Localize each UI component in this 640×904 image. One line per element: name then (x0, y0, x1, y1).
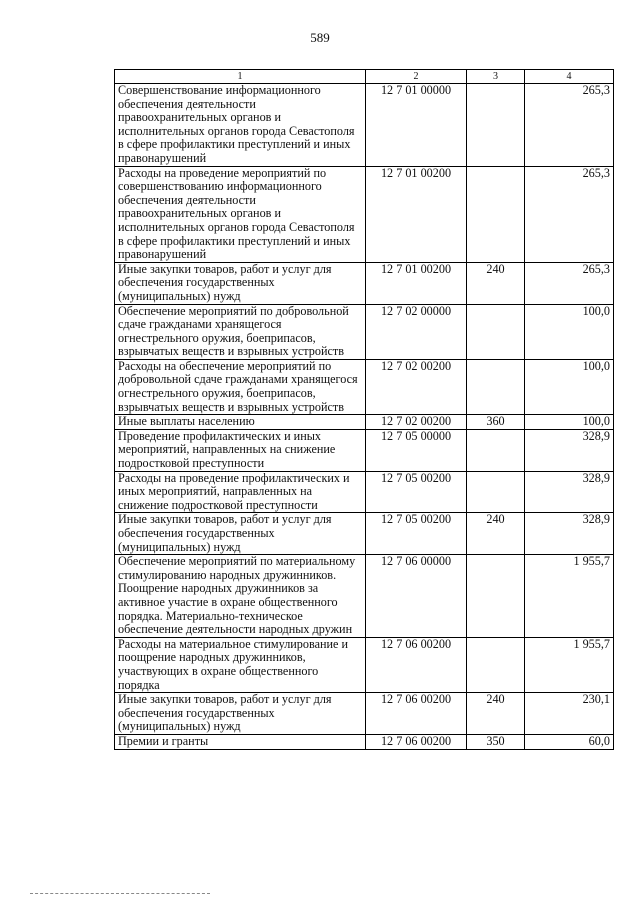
row-amount: 100,0 (525, 359, 614, 414)
row-amount: 100,0 (525, 304, 614, 359)
row-amount: 265,3 (525, 262, 614, 304)
table-row (115, 429, 614, 471)
row-name: Иные выплаты населению (115, 415, 366, 430)
table-row (115, 637, 614, 692)
row-name: Расходы на обеспечение мероприятий по добровольной сдаче гражданами хранящегося огнестрельного оружия, боеприпасов, взрывчатых веществ и взрывных устройств (115, 359, 366, 414)
row-code: 12 7 06 00200 (366, 734, 467, 749)
row-amount: 265,3 (525, 84, 614, 167)
row-expense-type: 360 (467, 415, 525, 430)
row-code: 12 7 01 00200 (366, 166, 467, 262)
table-row (115, 734, 614, 749)
page-number: 589 (310, 30, 330, 45)
row-expense-type: 240 (467, 262, 525, 304)
row-name: Расходы на проведение профилактических и иных мероприятий, направленных на снижение подростковой преступности (115, 471, 366, 513)
row-expense-type: 350 (467, 734, 525, 749)
row-expense-type (467, 84, 525, 167)
row-expense-type: 240 (467, 513, 525, 555)
column-header-type: 3 (467, 70, 525, 84)
row-amount: 230,1 (525, 693, 614, 735)
row-code: 12 7 06 00200 (366, 637, 467, 692)
row-code: 12 7 06 00200 (366, 693, 467, 735)
row-expense-type (467, 471, 525, 513)
row-amount: 328,9 (525, 429, 614, 471)
row-amount: 1 955,7 (525, 637, 614, 692)
row-code: 12 7 05 00200 (366, 513, 467, 555)
row-amount: 60,0 (525, 734, 614, 749)
row-expense-type (467, 304, 525, 359)
row-code: 12 7 02 00000 (366, 304, 467, 359)
table-row (115, 471, 614, 513)
row-name: Расходы на материальное стимулирование и поощрение народных дружинников, участвующих в охране общественного порядка (115, 637, 366, 692)
row-code: 12 7 05 00200 (366, 471, 467, 513)
row-expense-type (467, 637, 525, 692)
bottom-rule (30, 893, 210, 894)
row-name: Иные закупки товаров, работ и услуг для обеспечения государственных (муниципальных) нужд (115, 693, 366, 735)
row-expense-type (467, 359, 525, 414)
table-header-row (115, 70, 614, 84)
budget-table (114, 69, 614, 750)
row-code: 12 7 01 00200 (366, 262, 467, 304)
row-name: Иные закупки товаров, работ и услуг для обеспечения государственных (муниципальных) нужд (115, 513, 366, 555)
row-name: Премии и гранты (115, 734, 366, 749)
column-header-code: 2 (366, 70, 467, 84)
table-row (115, 359, 614, 414)
row-code: 12 7 02 00200 (366, 359, 467, 414)
row-expense-type (467, 429, 525, 471)
table-row (115, 262, 614, 304)
row-name: Иные закупки товаров, работ и услуг для обеспечения государственных (муниципальных) нужд (115, 262, 366, 304)
column-header-name: 1 (115, 70, 366, 84)
row-amount: 328,9 (525, 513, 614, 555)
row-expense-type (467, 555, 525, 638)
table-row (115, 304, 614, 359)
row-name: Обеспечение мероприятий по добровольной сдаче гражданами хранящегося огнестрельного оружия, боеприпасов, взрывчатых веществ и взрывных устройств (115, 304, 366, 359)
row-expense-type (467, 166, 525, 262)
row-amount: 100,0 (525, 415, 614, 430)
table-row (115, 166, 614, 262)
row-code: 12 7 06 00000 (366, 555, 467, 638)
table-row (115, 84, 614, 167)
row-name: Расходы на проведение мероприятий по совершенствованию информационного обеспечения деятельности правоохранительных органов и исполнительных органов города Севастополя в сфере профилактики преступлений и иных правонарушений (115, 166, 366, 262)
table-row (115, 555, 614, 638)
row-name: Проведение профилактических и иных мероприятий, направленных на снижение подростковой преступности (115, 429, 366, 471)
column-header-amount: 4 (525, 70, 614, 84)
table-row (115, 513, 614, 555)
row-code: 12 7 05 00000 (366, 429, 467, 471)
row-code: 12 7 01 00000 (366, 84, 467, 167)
row-name: Совершенствование информационного обеспечения деятельности правоохранительных органов и исполнительных органов города Севастополя в сфере профилактики преступлений и иных правонарушений (115, 84, 366, 167)
row-name: Обеспечение мероприятий по материальному стимулированию народных дружинников. Поощрение народных дружинников за активное участие в охране общественного порядка. Материально-техническое обеспечение деятельности народных дружин (115, 555, 366, 638)
row-code: 12 7 02 00200 (366, 415, 467, 430)
table-row (115, 693, 614, 735)
row-expense-type: 240 (467, 693, 525, 735)
row-amount: 265,3 (525, 166, 614, 262)
row-amount: 1 955,7 (525, 555, 614, 638)
table-body (115, 84, 614, 750)
table-row (115, 415, 614, 430)
row-amount: 328,9 (525, 471, 614, 513)
